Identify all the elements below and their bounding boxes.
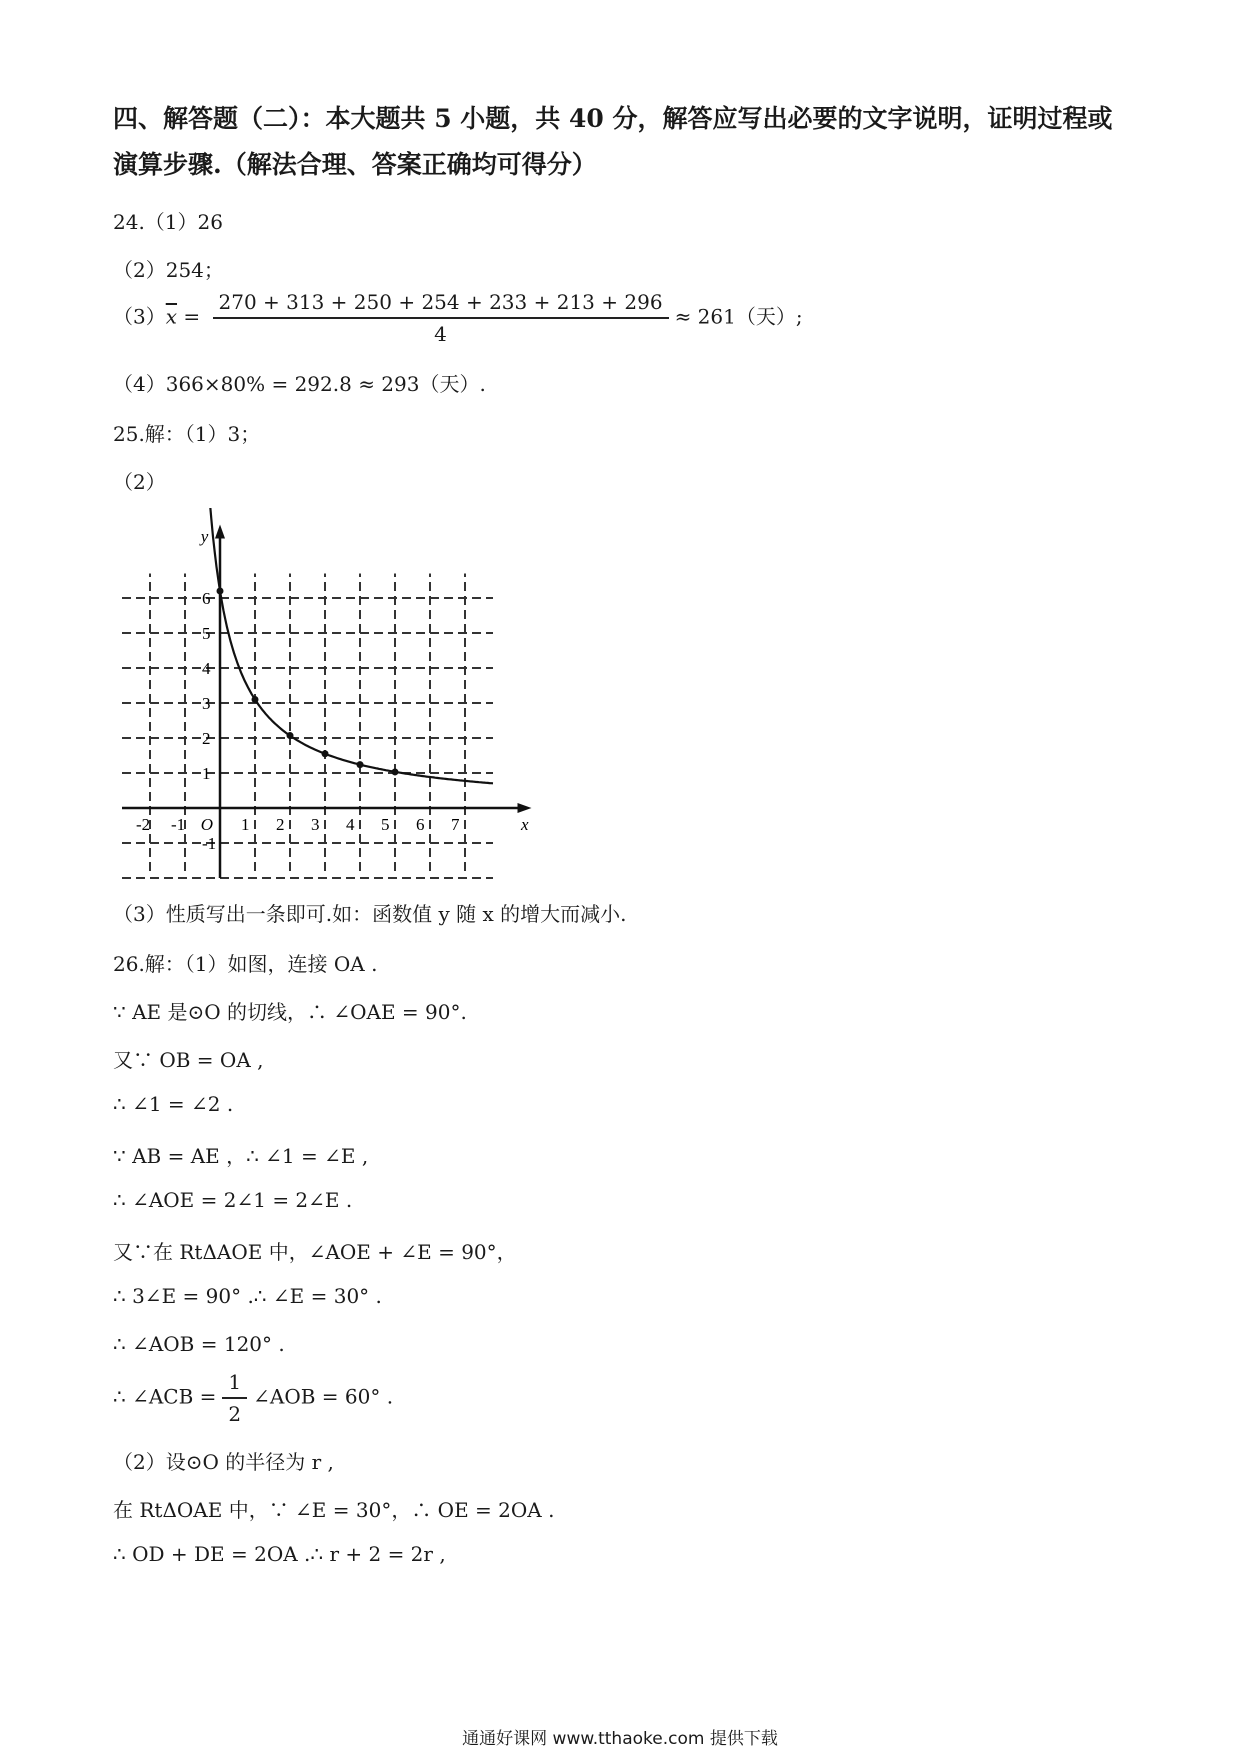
q26-line-12: ∴ OD + DE = 2OA .∴ r + 2 = 2r , [113,1542,446,1566]
data-point [217,588,224,595]
q26-line-8: ∴ 3∠E = 90° .∴ ∠E = 30° . [113,1284,382,1308]
q25-part3: （3）性质写出一条即可.如：函数值 y 随 x 的增大而减小. [113,902,627,926]
x-tick-label: 5 [381,815,390,834]
q25-part2: （2） [113,470,166,494]
x-axis-label: x [521,815,529,834]
data-point [357,761,364,768]
x-tick-label: 1 [241,815,250,834]
q26-line-4: ∴ ∠1 = ∠2 . [113,1092,234,1116]
data-point [252,696,259,703]
q24-part2: （2）254； [113,258,224,282]
x-tick-label: 4 [346,815,355,834]
half-fraction [222,1370,247,1426]
y-tick-label: 4 [202,659,211,678]
q26-line-6: ∴ ∠AOE = 2∠1 = 2∠E . [113,1188,353,1212]
q26-line-9: ∴ ∠AOB = 120° . [113,1332,285,1356]
acb-prefix: ∴ ∠ACB = [113,1384,217,1409]
q26-line-3: 又∵ OB = OA , [113,1048,264,1072]
q26-line-5: ∵ AB = AE ，∴ ∠1 = ∠E , [113,1144,369,1168]
function-curve [210,508,494,783]
q26-line-1: 26.解：（1）如图，连接 OA . [113,952,378,976]
x-tick-label: -2 [136,815,151,834]
y-tick-label: 5 [202,624,211,643]
y-tick-label: -1 [202,834,217,853]
x-axis-arrow [518,803,532,813]
data-point [287,732,294,739]
x-tick-label: -1 [171,815,186,834]
acb-suffix: ∠AOB = 60° . [253,1384,394,1409]
x-tick-label: 7 [451,815,460,834]
y-tick-label: 1 [202,764,211,783]
mean-numerator: 270 + 313 + 250 + 254 + 233 + 213 + 296 [213,290,669,319]
function-graph [110,508,560,886]
q24-part4: （4）366×80% = 292.8 ≈ 293（天）. [113,372,486,396]
q26-line-2: ∵ AE 是⊙O 的切线，∴ ∠OAE = 90°. [113,1000,467,1024]
y-axis-arrow [215,525,225,539]
footer-source: 通通好课网 www.tthaoke.com 提供下载 [462,1729,778,1749]
q26-line-10: （2）设⊙O 的半径为 r , [113,1450,334,1474]
y-tick-label: 3 [202,694,211,713]
q24-part3-result: ≈ 261（天）; [674,304,803,329]
half-numerator: 1 [222,1370,247,1399]
q26-line-7: 又∵在 RtΔAOE 中，∠AOE + ∠E = 90°， [113,1240,517,1264]
y-tick-label: 2 [202,729,211,748]
q24-part1: 24.（1）26 [113,210,223,234]
half-denominator: 2 [228,1402,242,1426]
q24-part3-label: （3） [113,304,166,329]
q26-line-11: 在 RtΔOAE 中，∵ ∠E = 30°，∴ OE = 2OA . [113,1498,555,1522]
mean-denominator: 4 [434,322,447,346]
x-tick-label: 2 [276,815,285,834]
q25-part1: 25.解：（1）3； [113,422,261,446]
q24-part3 [113,290,803,346]
equals-sign: = [177,304,207,329]
q26-line-acb [113,1370,393,1426]
data-point [392,768,399,775]
y-tick-label: 6 [202,589,211,608]
data-point [322,750,329,757]
mean-fraction [213,290,669,346]
y-axis-label: y [200,527,209,546]
section-title: 四、解答题（二）：本大题共 5 小题，共 40 分，解答应写出必要的文字说明，证明过程或演算步骤.（解法合理、答案正确均可得分） [113,104,1113,179]
x-tick-label: 3 [311,815,320,834]
mean-symbol: $\overline{x}$ [165,304,178,329]
x-tick-label: 6 [416,815,425,834]
origin-label: O [200,815,214,834]
